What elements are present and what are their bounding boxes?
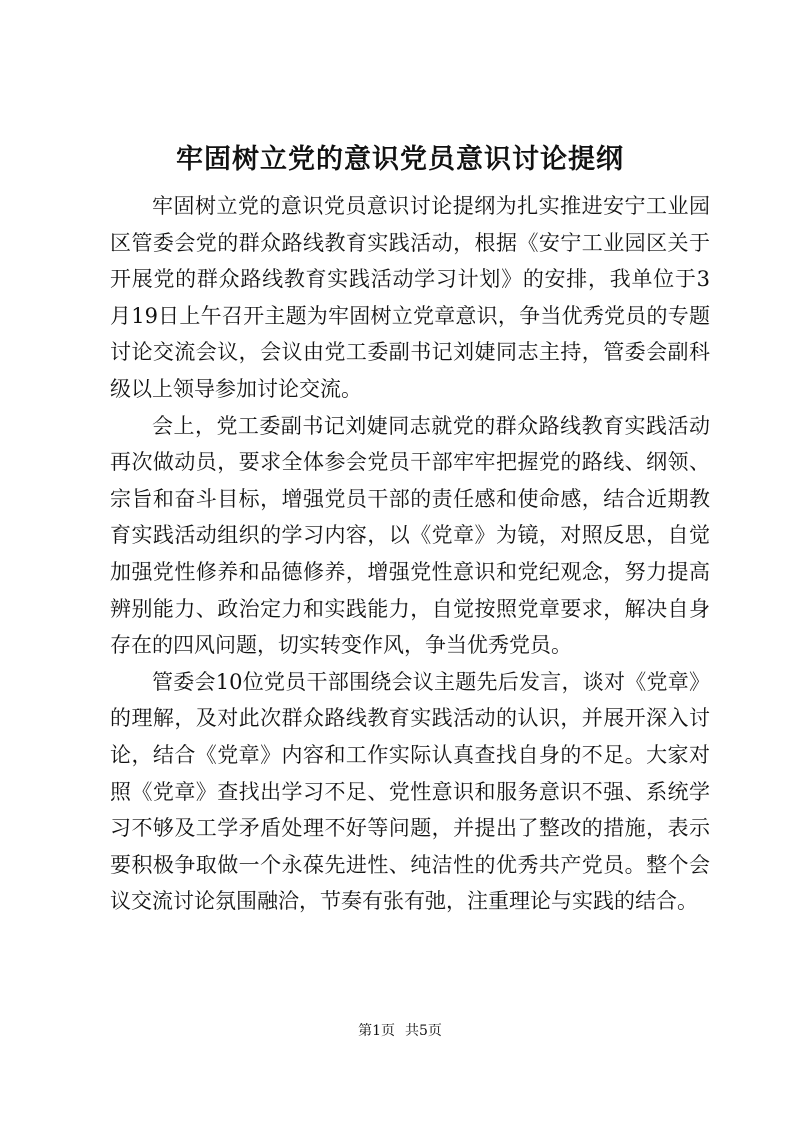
page-number-current: 第1页 — [358, 1023, 395, 1039]
document-title: 牢固树立党的意识党员意识讨论提纲 — [176, 144, 624, 175]
page-number-total: 共5页 — [405, 1023, 442, 1039]
paragraph-3: 管委会10位党员干部围绕会议主题先后发言，谈对《党章》的理解，及对此次群众路线教育实践活动的认识，并展开深入讨论，结合《党章》内容和工作实际认真查找自身的不足。大家对照《党章》查找出学习不足、党性意识和服务意识不强、系统学习不够及工学矛盾处理不好等问题，并提出了整改的措施，表示要积极争取做一个永葆先进性、纯洁性的优秀共产党员。整个会议交流讨论氛围融洽，节奏有张有弛，注重理论与实践的结合。 — [110, 669, 710, 914]
document-body — [110, 188, 710, 920]
paragraph-1: 牢固树立党的意识党员意识讨论提纲为扎实推进安宁工业园区管委会党的群众路线教育实践活动，根据《安宁工业园区关于开展党的群众路线教育实践活动学习计划》的安排，我单位于3月19日上午召开主题为牢固树立党章意识，争当优秀党员的专题讨论交流会议，会议由党工委副书记刘婕同志主持，管委会副科级以上领导参加讨论交流。 — [110, 194, 710, 401]
paragraph-2: 会上，党工委副书记刘婕同志就党的群众路线教育实践活动再次做动员，要求全体参会党员干部牢牢把握党的路线、纲领、宗旨和奋斗目标，增强党员干部的责任感和使命感，结合近期教育实践活动组织的学习内容，以《党章》为镜，对照反思，自觉加强党性修养和品德修养，增强党性意识和党纪观念，努力提高辨别能力、政治定力和实践能力，自觉按照党章要求，解决自身存在的四风问题，切实转变作风，争当优秀党员。 — [110, 413, 710, 658]
page-footer — [0, 1021, 800, 1041]
